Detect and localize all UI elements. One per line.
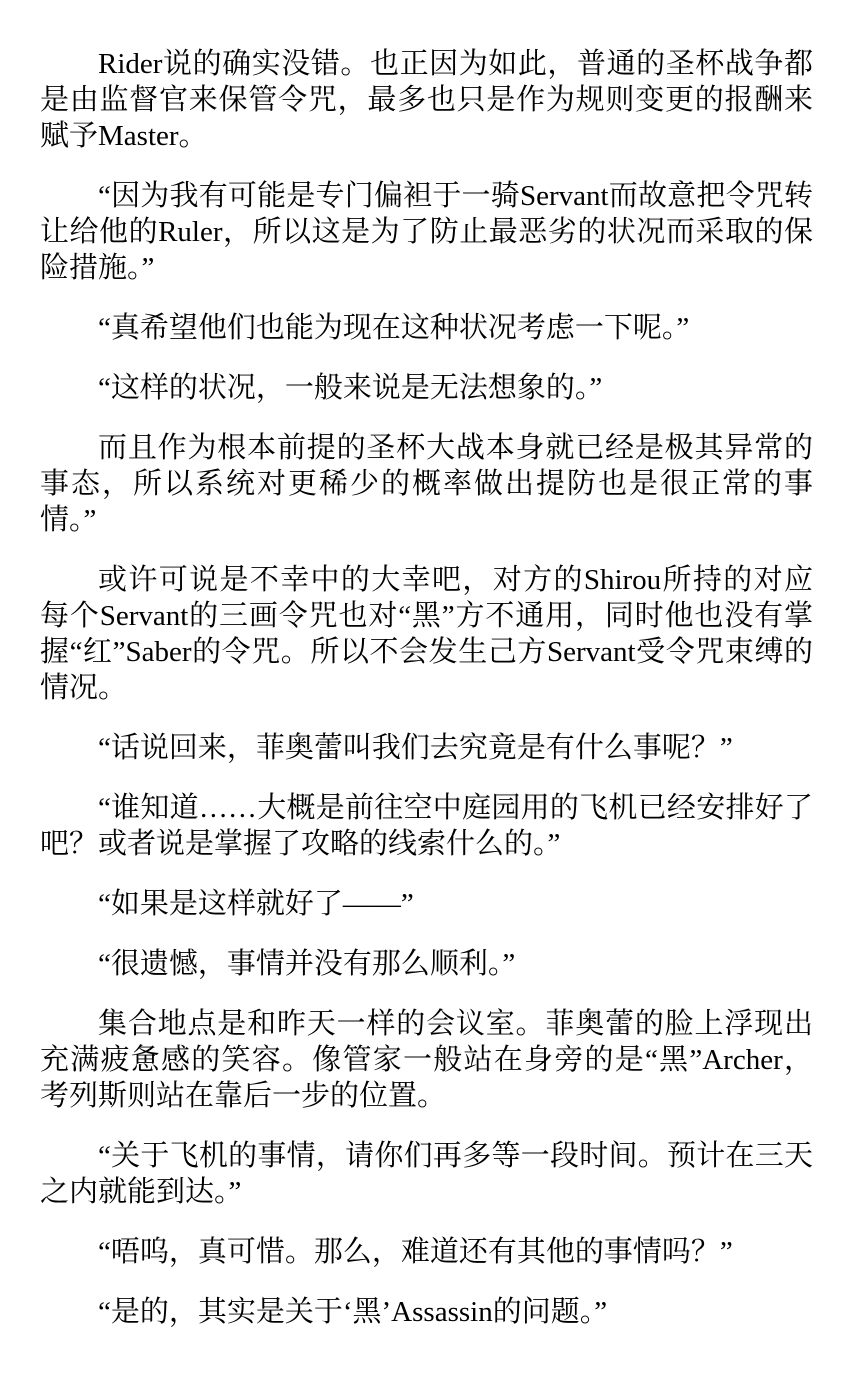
paragraph-dialogue-7: “如果是这样就好了——” (98, 888, 414, 920)
paragraph-dialogue-4: 而且作为根本前提的圣杯大战本身就已经是极其异常的事态，所以系统对更稀少的概率做出提防也是很正常的事情。” (40, 432, 813, 536)
paragraph-dialogue-6: “谁知道……大概是前往空中庭园用的飞机已经安排好了吧？或者说是掌握了攻略的线索什么的。” (40, 792, 813, 860)
paragraph-narration-3: 集合地点是和昨天一样的会议室。菲奥蕾的脸上浮现出充满疲惫感的笑容。像管家一般站在身旁的是“黑”Archer，考列斯则站在靠后一步的位置。 (40, 1008, 813, 1112)
paragraph-dialogue-10: “唔呜，真可惜。那么，难道还有其他的事情吗？” (98, 1236, 733, 1268)
paragraph-dialogue-11: “是的，其实是关于‘黑’Assassin的问题。” (98, 1296, 608, 1328)
paragraph-dialogue-5: “话说回来，菲奥蕾叫我们去究竟是有什么事呢？” (98, 732, 733, 764)
paragraph-dialogue-3: “这样的状况，一般来说是无法想象的。” (98, 372, 603, 404)
paragraph-dialogue-1: “因为我有可能是专门偏袒于一骑Servant而故意把令咒转让给他的Ruler，所以这是为了防止最恶劣的状况而采取的保险措施。” (40, 180, 813, 284)
paragraph-dialogue-2: “真希望他们也能为现在这种状况考虑一下呢。” (98, 312, 690, 344)
paragraph-narration-1: Rider说的确实没错。也正因为如此，普通的圣杯战争都是由监督官来保管令咒，最多也只是作为规则变更的报酬来赋予Master。 (40, 48, 813, 152)
paragraph-narration-2: 或许可说是不幸中的大幸吧，对方的Shirou所持的对应每个Servant的三画令咒也对“黑”方不通用，同时他也没有掌握“红”Saber的令咒。所以不会发生己方Servant受令咒束缚的情况。 (40, 564, 813, 704)
paragraph-dialogue-9: “关于飞机的事情，请你们再多等一段时间。预计在三天之内就能到达。” (40, 1140, 813, 1208)
paragraph-dialogue-8: “很遗憾，事情并没有那么顺利。” (98, 948, 516, 980)
